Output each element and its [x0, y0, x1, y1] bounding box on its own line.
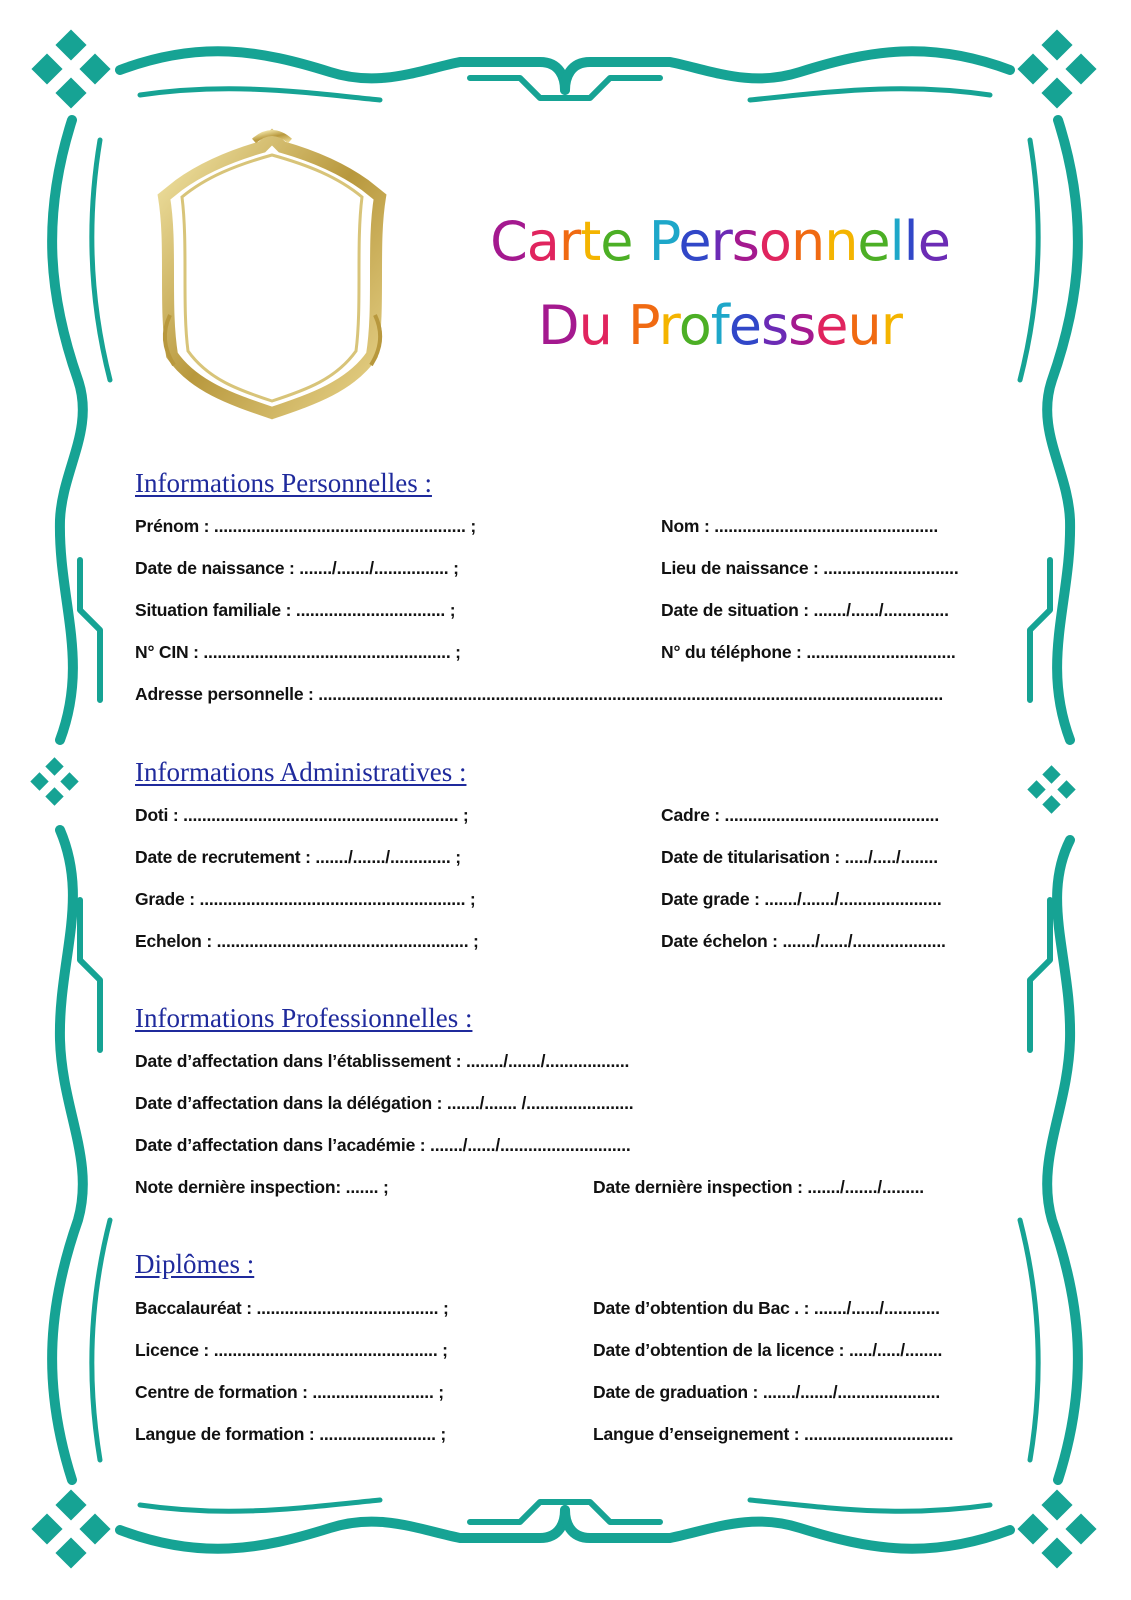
- field-date-naissance[interactable]: Date de naissance : ......./......./................ ;: [135, 558, 459, 578]
- field-nom[interactable]: Nom : ................................................: [661, 516, 939, 536]
- title-line-2: Du Professeur: [538, 294, 902, 357]
- field-date-titularisation[interactable]: Date de titularisation : ...../...../........: [661, 847, 938, 867]
- section-heading-administrative: Informations Administratives :: [135, 757, 467, 787]
- field-date-bac[interactable]: Date d’obtention du Bac . : ......./....../............: [593, 1298, 940, 1318]
- field-note-inspection[interactable]: Note dernière inspection: ....... ;: [135, 1177, 389, 1197]
- field-prenom[interactable]: Prénom : ...................................................... ;: [135, 516, 476, 536]
- field-date-echelon[interactable]: Date échelon : ......./....../....................: [661, 931, 946, 951]
- corner-ornament-tl: [31, 29, 110, 108]
- field-langue-formation[interactable]: Langue de formation : ......................... ;: [135, 1424, 447, 1444]
- corner-ornament-bl: [31, 1489, 110, 1568]
- field-licence[interactable]: Licence : ................................................ ;: [135, 1340, 448, 1360]
- section-heading-diplomas: Diplômes :: [135, 1249, 255, 1279]
- field-adresse[interactable]: Adresse personnelle : ......................................................................................................................................: [135, 684, 944, 704]
- field-affectation-etablissement[interactable]: Date d’affectation dans l’établissement : ......../......./..................: [135, 1051, 630, 1071]
- corner-ornament-br: [1017, 1489, 1096, 1568]
- field-langue-enseignement[interactable]: Langue d’enseignement : ................................: [593, 1424, 954, 1444]
- title-line-1: Carte Personnelle: [490, 210, 950, 273]
- field-date-inspection[interactable]: Date dernière inspection : ......./......./.........: [593, 1177, 924, 1197]
- field-grade[interactable]: Grade : ......................................................... ;: [135, 889, 476, 909]
- field-situation-familiale[interactable]: Situation familiale : ................................ ;: [135, 600, 456, 620]
- field-centre-formation[interactable]: Centre de formation : .......................... ;: [135, 1382, 444, 1402]
- field-affectation-delegation[interactable]: Date d’affectation dans la délégation : ......./....... /.......................: [135, 1093, 634, 1113]
- field-date-graduation[interactable]: Date de graduation : ......./......./......................: [593, 1382, 941, 1402]
- corner-ornament-tr: [1017, 29, 1096, 108]
- field-date-grade[interactable]: Date grade : ......./......./......................: [661, 889, 942, 909]
- field-date-situation[interactable]: Date de situation : ......./....../..............: [661, 600, 949, 620]
- page-title: [440, 200, 1000, 368]
- field-affectation-academie[interactable]: Date d’affectation dans l’académie : ......./....../............................: [135, 1135, 631, 1155]
- field-cin[interactable]: N° CIN : ..................................................... ;: [135, 642, 461, 662]
- field-baccalaureat[interactable]: Baccalauréat : ....................................... ;: [135, 1298, 449, 1318]
- field-lieu-naissance[interactable]: Lieu de naissance : .............................: [661, 558, 959, 578]
- field-doti[interactable]: Doti : ........................................................... ;: [135, 805, 469, 825]
- field-cadre[interactable]: Cadre : ..............................................: [661, 805, 940, 825]
- photo-frame: [150, 125, 395, 420]
- section-heading-personal: Informations Personnelles :: [135, 468, 432, 498]
- field-date-licence[interactable]: Date d’obtention de la licence : ...../...../........: [593, 1340, 943, 1360]
- field-echelon[interactable]: Echelon : ...................................................... ;: [135, 931, 479, 951]
- field-date-recrutement[interactable]: Date de recrutement : ......./......./............. ;: [135, 847, 461, 867]
- section-heading-professional: Informations Professionnelles :: [135, 1003, 473, 1033]
- field-telephone[interactable]: N° du téléphone : ................................: [661, 642, 956, 662]
